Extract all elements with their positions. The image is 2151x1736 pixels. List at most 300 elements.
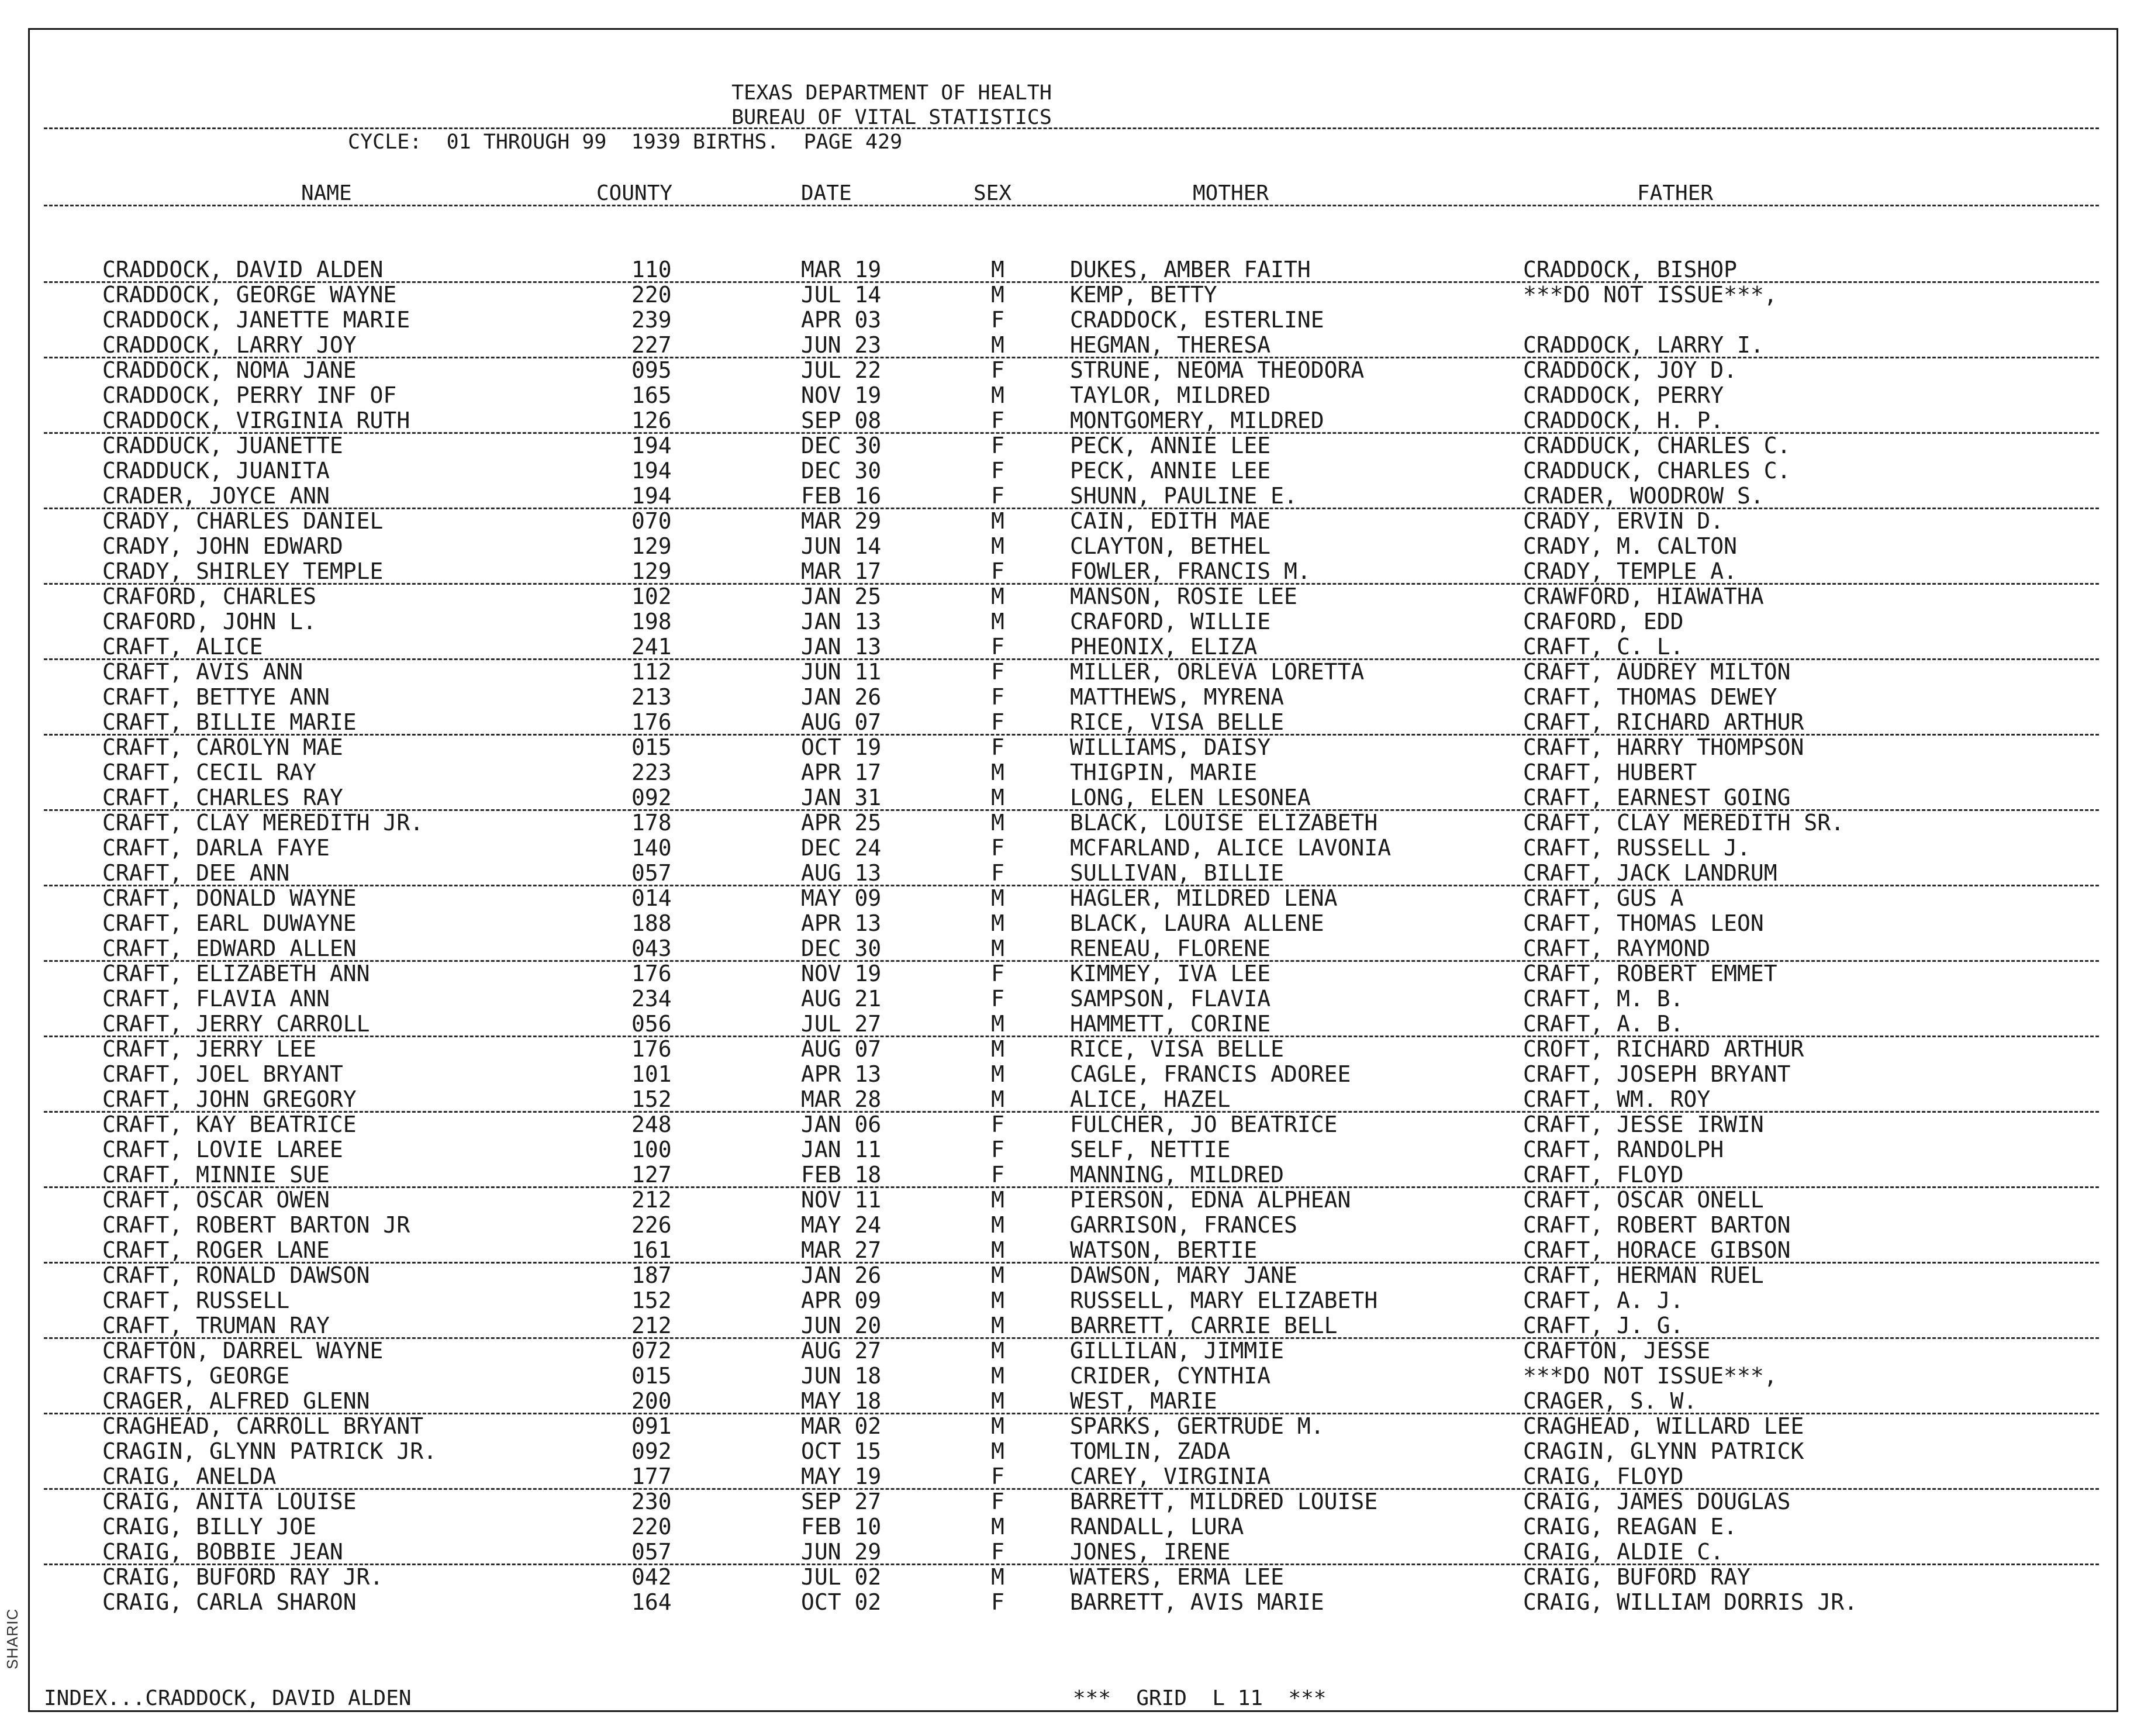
cell-mother: SHUNN, PAULINE E. [1070,483,1297,509]
cell-name: CRAFT, EDWARD ALLEN [102,936,357,961]
cell-father: CRAFT, A. J. [1523,1288,1684,1313]
cell-mother: DUKES, AMBER FAITH [1070,257,1311,282]
cell-name: CRADDOCK, VIRGINIA RUTH [102,408,410,433]
cell-sex: M [991,760,1004,785]
table-row [0,710,2151,735]
cell-sex: F [991,307,1004,333]
cell-father: CRAFT, ROBERT EMMET [1523,961,1777,986]
cell-mother: CAIN, EDITH MAE [1070,508,1271,534]
cell-sex: F [991,458,1004,484]
footer-index: INDEX...CRADDOCK, DAVID ALDEN [44,1686,412,1710]
cell-name: CRADY, JOHN EDWARD [102,533,343,559]
cell-mother: SAMPSON, FLAVIA [1070,986,1271,1012]
column-header-date: DATE [801,181,852,205]
cell-county: 230 [631,1489,672,1514]
column-header-mother: MOTHER [1193,181,1269,205]
cell-sex: M [991,1212,1004,1238]
table-row [0,1188,2151,1213]
cell-sex: M [991,885,1004,911]
cell-date: MAR 27 [801,1237,882,1263]
cell-sex: F [991,1137,1004,1162]
cell-sex: F [991,357,1004,383]
cell-sex: M [991,1061,1004,1087]
cell-date: AUG 27 [801,1338,882,1364]
table-row [0,584,2151,609]
cell-mother: KEMP, BETTY [1070,282,1217,308]
cell-name: CRADDOCK, PERRY INF OF [102,382,397,408]
cell-county: 092 [631,1438,672,1464]
cell-date: SEP 08 [801,408,882,433]
cell-sex: M [991,1363,1004,1389]
cell-mother: CLAYTON, BETHEL [1070,533,1271,559]
table-row [0,760,2151,785]
cell-father: CRADDOCK, H. P. [1523,408,1724,433]
cell-county: 164 [631,1589,672,1615]
cell-county: 212 [631,1187,672,1213]
cell-date: MAY 18 [801,1388,882,1414]
cell-father: CRAFT, M. B. [1523,986,1684,1012]
cell-date: APR 13 [801,1061,882,1087]
cell-date: NOV 19 [801,961,882,986]
cell-mother: BARRETT, MILDRED LOUISE [1070,1489,1378,1514]
cell-father: CRAFT, FLOYD [1523,1162,1684,1188]
table-row [0,534,2151,559]
table-row [0,609,2151,634]
records-list [0,257,2151,1615]
cell-mother: BLACK, LAURA ALLENE [1070,910,1324,936]
cell-county: 070 [631,508,672,534]
cell-father: CRAFT, RANDOLPH [1523,1137,1724,1162]
cell-date: APR 25 [801,810,882,836]
cell-father: CRAFT, J. G. [1523,1313,1684,1338]
cell-county: 212 [631,1313,672,1338]
cell-date: JUN 29 [801,1539,882,1565]
cell-mother: WILLIAMS, DAISY [1070,734,1271,760]
cell-sex: M [991,1564,1004,1590]
cell-name: CRAFORD, CHARLES [102,584,317,609]
cell-date: JUN 20 [801,1313,882,1338]
cell-father: CRAFT, C. L. [1523,634,1684,660]
table-row [0,1364,2151,1389]
cell-name: CRAFTS, GEORGE [102,1363,290,1389]
cell-date: AUG 13 [801,860,882,886]
cell-mother: SULLIVAN, BILLIE [1070,860,1285,886]
cell-name: CRAIG, ANITA LOUISE [102,1489,357,1514]
cell-county: 015 [631,1363,672,1389]
side-label: SHARIC [4,1608,21,1669]
cell-county: 194 [631,433,672,458]
cell-mother: RENEAU, FLORENE [1070,936,1271,961]
cell-date: JAN 26 [801,684,882,710]
cell-name: CRAFT, JOEL BRYANT [102,1061,343,1087]
cell-father: CRADY, M. CALTON [1523,533,1738,559]
cell-mother: SPARKS, GERTRUDE M. [1070,1413,1324,1439]
cell-county: 140 [631,835,672,861]
cell-county: 176 [631,709,672,735]
table-row [0,1037,2151,1062]
cell-sex: M [991,533,1004,559]
cell-county: 213 [631,684,672,710]
cell-mother: WATSON, BERTIE [1070,1237,1258,1263]
table-row [0,1489,2151,1514]
cell-father: CRAFT, HUBERT [1523,760,1697,785]
cell-date: AUG 07 [801,1036,882,1062]
cell-county: 226 [631,1212,672,1238]
cell-name: CRAFT, ROGER LANE [102,1237,330,1263]
cell-father: CRAIG, REAGAN E. [1523,1514,1738,1540]
cell-date: NOV 19 [801,382,882,408]
cell-mother: GARRISON, FRANCES [1070,1212,1297,1238]
cell-mother: HAMMETT, CORINE [1070,1011,1271,1037]
table-row [0,1162,2151,1188]
cell-county: 152 [631,1288,672,1313]
cell-mother: CAGLE, FRANCIS ADOREE [1070,1061,1351,1087]
cell-mother: MONTGOMERY, MILDRED [1070,408,1324,433]
cell-father: CROFT, RICHARD ARTHUR [1523,1036,1804,1062]
table-row [0,986,2151,1012]
cell-date: SEP 27 [801,1489,882,1514]
cell-name: CRAIG, BILLY JOE [102,1514,317,1540]
cell-name: CRAFT, RUSSELL [102,1288,290,1313]
cell-father: CRAFT, THOMAS DEWEY [1523,684,1777,710]
cell-county: 152 [631,1086,672,1112]
cell-date: MAR 28 [801,1086,882,1112]
cell-date: MAR 17 [801,558,882,584]
report-subtitle: BUREAU OF VITAL STATISTICS [731,106,1052,129]
cell-date: APR 17 [801,760,882,785]
table-row [0,484,2151,509]
cell-name: CRADDUCK, JUANITA [102,458,330,484]
cell-mother: PHEONIX, ELIZA [1070,634,1258,660]
cell-sex: F [991,986,1004,1012]
cell-name: CRAFT, CAROLYN MAE [102,734,343,760]
cell-mother: MILLER, ORLEVA LORETTA [1070,659,1365,685]
cell-sex: M [991,910,1004,936]
table-row [0,810,2151,836]
cell-mother: MANSON, ROSIE LEE [1070,584,1297,609]
cell-mother: HAGLER, MILDRED LENA [1070,885,1338,911]
table-row [0,358,2151,383]
table-row [0,383,2151,408]
cell-sex: M [991,282,1004,308]
cell-mother: CRIDER, CYNTHIA [1070,1363,1271,1389]
column-header-county: COUNTY [596,181,673,205]
cell-name: CRAIG, CARLA SHARON [102,1589,357,1615]
cell-sex: M [991,1036,1004,1062]
cell-name: CRAFT, CHARLES RAY [102,785,343,810]
cell-sex: M [991,609,1004,634]
cell-county: 110 [631,257,672,282]
cell-mother: THIGPIN, MARIE [1070,760,1258,785]
cell-name: CRAFORD, JOHN L. [102,609,317,634]
cell-sex: F [991,634,1004,660]
table-row [0,1464,2151,1489]
cell-date: JAN 25 [801,584,882,609]
cell-date: JUN 18 [801,1363,882,1389]
cell-mother: STRUNE, NEOMA THEODORA [1070,357,1365,383]
cell-county: 127 [631,1162,672,1188]
cell-county: 198 [631,609,672,634]
table-row [0,936,2151,961]
cell-father: ***DO NOT ISSUE***, [1523,282,1777,308]
cell-sex: F [991,408,1004,433]
cell-mother: SELF, NETTIE [1070,1137,1231,1162]
table-row [0,509,2151,534]
cell-father: CRAFT, EARNEST GOING [1523,785,1791,810]
cell-father: CRAFT, RAYMOND [1523,936,1711,961]
cell-county: 176 [631,961,672,986]
cell-father: CRAFORD, EDD [1523,609,1684,634]
cell-name: CRADDOCK, JANETTE MARIE [102,307,410,333]
cell-county: 220 [631,1514,672,1540]
cell-name: CRADER, JOYCE ANN [102,483,330,509]
table-row [0,1137,2151,1162]
cell-county: 057 [631,1539,672,1565]
cell-date: MAY 19 [801,1464,882,1489]
footer-grid: *** GRID L 11 *** [1073,1686,1327,1710]
cell-sex: F [991,659,1004,685]
cell-county: 239 [631,307,672,333]
cell-county: 234 [631,986,672,1012]
cell-sex: F [991,1464,1004,1489]
table-row [0,911,2151,936]
table-row [0,1288,2151,1313]
cell-name: CRADDOCK, NOMA JANE [102,357,357,383]
cell-father: CRAGIN, GLYNN PATRICK [1523,1438,1804,1464]
column-header-sex: SEX [973,181,1012,205]
cell-county: 126 [631,408,672,433]
cell-name: CRAGIN, GLYNN PATRICK JR. [102,1438,437,1464]
cell-father: CRAFT, HERMAN RUEL [1523,1262,1764,1288]
cell-mother: RICE, VISA BELLE [1070,709,1285,735]
cell-sex: M [991,1413,1004,1439]
cell-father: CRAGER, S. W. [1523,1388,1697,1414]
cell-county: 227 [631,332,672,358]
cell-date: JAN 26 [801,1262,882,1288]
cell-date: JAN 11 [801,1137,882,1162]
cell-mother: MATTHEWS, MYRENA [1070,684,1285,710]
table-row [0,308,2151,333]
cell-name: CRAFT, DEE ANN [102,860,290,886]
cell-sex: M [991,1237,1004,1263]
cell-mother: BARRETT, AVIS MARIE [1070,1589,1324,1615]
cell-sex: F [991,1539,1004,1565]
cell-date: DEC 30 [801,936,882,961]
cell-date: MAY 09 [801,885,882,911]
cell-father: CRAFT, HARRY THOMPSON [1523,734,1804,760]
cell-mother: TOMLIN, ZADA [1070,1438,1231,1464]
cell-sex: M [991,1388,1004,1414]
table-row [0,333,2151,358]
table-row [0,1590,2151,1615]
cell-county: 057 [631,860,672,886]
cell-sex: F [991,1589,1004,1615]
cell-date: APR 09 [801,1288,882,1313]
cell-father: CRADY, ERVIN D. [1523,508,1724,534]
cell-name: CRADDOCK, DAVID ALDEN [102,257,384,282]
cell-mother: ALICE, HAZEL [1070,1086,1231,1112]
cell-mother: FULCHER, JO BEATRICE [1070,1112,1338,1137]
cell-sex: F [991,709,1004,735]
cell-sex: F [991,734,1004,760]
cell-name: CRAFTON, DARREL WAYNE [102,1338,384,1364]
table-row [0,1238,2151,1263]
cell-sex: M [991,1086,1004,1112]
cell-name: CRAFT, RONALD DAWSON [102,1262,370,1288]
cell-county: 092 [631,785,672,810]
cell-date: JAN 06 [801,1112,882,1137]
cell-county: 102 [631,584,672,609]
table-row [0,1514,2151,1540]
cell-father: CRAIG, FLOYD [1523,1464,1684,1489]
table-row [0,1389,2151,1414]
table-row [0,961,2151,986]
cell-name: CRAFT, MINNIE SUE [102,1162,330,1188]
cell-date: APR 13 [801,910,882,936]
cell-name: CRAFT, BETTYE ANN [102,684,330,710]
table-row [0,836,2151,861]
cell-sex: M [991,257,1004,282]
cell-date: JUN 23 [801,332,882,358]
cell-father: ***DO NOT ISSUE***, [1523,1363,1777,1389]
cell-name: CRAGHEAD, CARROLL BRYANT [102,1413,424,1439]
cell-name: CRADDOCK, GEORGE WAYNE [102,282,397,308]
cell-name: CRAFT, JERRY CARROLL [102,1011,370,1037]
cell-date: JAN 13 [801,609,882,634]
table-row [0,1213,2151,1238]
cell-county: 248 [631,1112,672,1137]
table-row [0,861,2151,886]
cell-name: CRAFT, EARL DUWAYNE [102,910,357,936]
cell-county: 176 [631,1036,672,1062]
cell-sex: M [991,382,1004,408]
cell-sex: M [991,1514,1004,1540]
table-row [0,1439,2151,1464]
table-row [0,559,2151,584]
cell-county: 241 [631,634,672,660]
cell-mother: BLACK, LOUISE ELIZABETH [1070,810,1378,836]
cell-father: CRAFT, AUDREY MILTON [1523,659,1791,685]
cell-father: CRAFT, WM. ROY [1523,1086,1711,1112]
cell-father: CRAFT, JACK LANDRUM [1523,860,1777,886]
cell-father: CRAFT, GUS A [1523,885,1684,911]
cell-county: 043 [631,936,672,961]
cell-sex: F [991,961,1004,986]
cell-mother: MCFARLAND, ALICE LAVONIA [1070,835,1392,861]
cell-mother: FOWLER, FRANCIS M. [1070,558,1311,584]
table-row [0,685,2151,710]
cycle-line: CYCLE: 01 THROUGH 99 1939 BIRTHS. PAGE 429 [348,130,903,154]
cell-date: JUL 14 [801,282,882,308]
cell-sex: M [991,332,1004,358]
table-row [0,282,2151,308]
cell-name: CRAFT, DONALD WAYNE [102,885,357,911]
cell-father: CRAIG, BUFORD RAY [1523,1564,1751,1590]
cell-mother: HEGMAN, THERESA [1070,332,1271,358]
cell-name: CRAFT, OSCAR OWEN [102,1187,330,1213]
cell-name: CRADDOCK, LARRY JOY [102,332,357,358]
table-row [0,1062,2151,1087]
cell-date: JUN 11 [801,659,882,685]
cell-date: MAR 19 [801,257,882,282]
cell-name: CRAIG, ANELDA [102,1464,277,1489]
cell-name: CRAFT, BILLIE MARIE [102,709,357,735]
cell-date: FEB 10 [801,1514,882,1540]
cell-father: CRAFT, THOMAS LEON [1523,910,1764,936]
cell-mother: JONES, IRENE [1070,1539,1231,1565]
cell-date: DEC 30 [801,458,882,484]
cell-county: 091 [631,1413,672,1439]
cell-sex: F [991,483,1004,509]
cell-father: CRADDUCK, CHARLES C. [1523,458,1791,484]
cell-mother: MANNING, MILDRED [1070,1162,1285,1188]
cell-mother: GILLILAN, JIMMIE [1070,1338,1285,1364]
table-row [0,1338,2151,1364]
cell-county: 177 [631,1464,672,1489]
cell-date: MAR 02 [801,1413,882,1439]
cell-mother: CRAFORD, WILLIE [1070,609,1271,634]
cell-date: NOV 11 [801,1187,882,1213]
cell-county: 194 [631,458,672,484]
header-divider [44,127,2099,129]
cell-father: CRAIG, WILLIAM DORRIS JR. [1523,1589,1857,1615]
cell-sex: M [991,584,1004,609]
table-row [0,1313,2151,1338]
cell-county: 187 [631,1262,672,1288]
cell-father: CRAFT, RICHARD ARTHUR [1523,709,1804,735]
cell-name: CRAIG, BUFORD RAY JR. [102,1564,384,1590]
table-row [0,433,2151,458]
cell-father: CRADDUCK, CHARLES C. [1523,433,1791,458]
cell-father: CRADDOCK, JOY D. [1523,357,1738,383]
cell-name: CRAFT, JERRY LEE [102,1036,317,1062]
cell-father: CRAFT, JOSEPH BRYANT [1523,1061,1791,1087]
cell-county: 178 [631,810,672,836]
cell-county: 223 [631,760,672,785]
cell-father: CRAIG, ALDIE C. [1523,1539,1724,1565]
cell-name: CRADDUCK, JUANETTE [102,433,343,458]
cell-county: 072 [631,1338,672,1364]
cell-date: MAR 29 [801,508,882,534]
column-header-divider [44,205,2099,206]
cell-name: CRADY, SHIRLEY TEMPLE [102,558,384,584]
cell-sex: F [991,1112,1004,1137]
cell-mother: DAWSON, MARY JANE [1070,1262,1297,1288]
cell-date: OCT 19 [801,734,882,760]
cell-father: CRAFTON, JESSE [1523,1338,1711,1364]
cell-father: CRAFT, CLAY MEREDITH SR. [1523,810,1845,836]
table-row [0,1263,2151,1288]
table-row [0,1414,2151,1439]
table-row [0,634,2151,660]
cell-county: 100 [631,1137,672,1162]
cell-county: 188 [631,910,672,936]
table-row [0,735,2151,760]
cell-mother: PECK, ANNIE LEE [1070,458,1271,484]
cell-mother: RUSSELL, MARY ELIZABETH [1070,1288,1378,1313]
cell-sex: M [991,1011,1004,1037]
column-header-name: NAME [301,181,352,205]
cell-name: CRAFT, KAY BEATRICE [102,1112,357,1137]
table-row [0,1540,2151,1565]
cell-county: 194 [631,483,672,509]
cell-name: CRAFT, CECIL RAY [102,760,317,785]
cell-name: CRAFT, ROBERT BARTON JR [102,1212,410,1238]
cell-father: CRAFT, OSCAR ONELL [1523,1187,1764,1213]
cell-sex: M [991,1288,1004,1313]
cell-sex: M [991,1438,1004,1464]
cell-date: JUN 14 [801,533,882,559]
